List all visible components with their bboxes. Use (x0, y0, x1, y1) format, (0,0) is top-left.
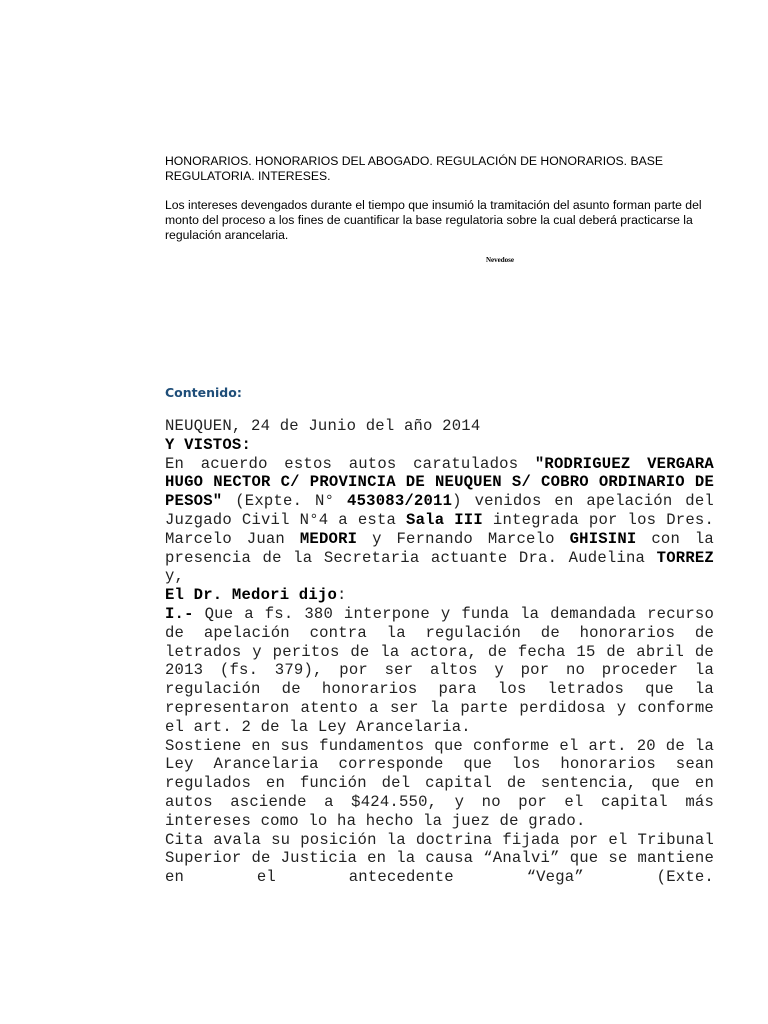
ruling-body (165, 417, 714, 887)
secretary-torrez: TORREZ (656, 548, 714, 567)
medori-colon: : (337, 586, 347, 605)
medori-heading (165, 586, 714, 605)
contenido-heading: Contenido: (165, 385, 242, 400)
case-text-7: y, (165, 567, 185, 586)
numeral-i: I.- (165, 604, 194, 623)
summary-topics: HONORARIOS. HONORARIOS DEL ABOGADO. REGULACIÓN DE HONORARIOS. BASE REGULATORIA. INTERESES. (165, 154, 663, 183)
date-line: NEUQUEN, 24 de Junio del año 2014 (165, 417, 481, 435)
source-label: Nevedose (486, 256, 514, 264)
paragraph-cita: Cita avala su posición la doctrina fijada por el Tribunal Superior de Justicia en la causa “Analvi” que se mantiene en el antecedente “Vega” (Exte. (165, 830, 714, 887)
medori-dijo-label: El Dr. Medori dijo (165, 586, 338, 605)
judge-medori: MEDORI (299, 529, 358, 548)
paragraph-sostiene: Sostiene en sus fundamentos que conforme el art. 20 de la Ley Arancelaria corresponde que los honorarios sean regulados en función del capital de sentencia, que en autos asciende a $424.550, y no por el capital más intereses como lo ha hecho la juez de grado. (165, 736, 714, 830)
paragraph-i (165, 605, 714, 737)
vistos-label: Y VISTOS: (165, 435, 252, 454)
vistos-heading (165, 436, 714, 455)
court-chamber: Sala III (406, 510, 483, 529)
paragraph-i-text: Que a fs. 380 interpone y funda la demandada recurso de apelación contra la regulación de honorarios de letrados y peritos de la actora, de fecha 15 de abril de 2013 (fs. 379), por ser altos y por no proceder la regulación de honorarios para los letrados que la representaron atento a ser la parte perdidosa y conforme el art. 2 de la Ley Arancelaria. (165, 604, 714, 736)
case-text-5: y Fernando Marcelo (357, 529, 570, 548)
case-text-2: (Expte. N° (222, 492, 348, 511)
case-text-6: con la presencia de la Secretaria actuante Dra. Audelina (165, 529, 714, 567)
judge-ghisini: GHISINI (569, 529, 637, 548)
case-text-4: integrada por los Dres. Marcelo Juan (165, 510, 714, 548)
summary-block (165, 154, 715, 243)
summary-abstract: Los intereses devengados durante el tiempo que insumió la tramitación del asunto forman parte del monto del proceso a los fines de cuantificar la base regulatoria sobre la cual deberá practicarse la regulación arancelaria. (165, 198, 702, 242)
case-paragraph (165, 455, 714, 587)
case-title: "RODRIGUEZ VERGARA HUGO NECTOR C/ PROVINCIA DE NEUQUEN S/ COBRO ORDINARIO DE PESOS" (165, 454, 714, 511)
case-text-3: ) venidos en apelación del Juzgado Civil N°4 a esta (165, 492, 714, 529)
case-text-1: En acuerdo estos autos caratulados (165, 454, 535, 473)
case-number: 453083/2011 (347, 492, 453, 511)
